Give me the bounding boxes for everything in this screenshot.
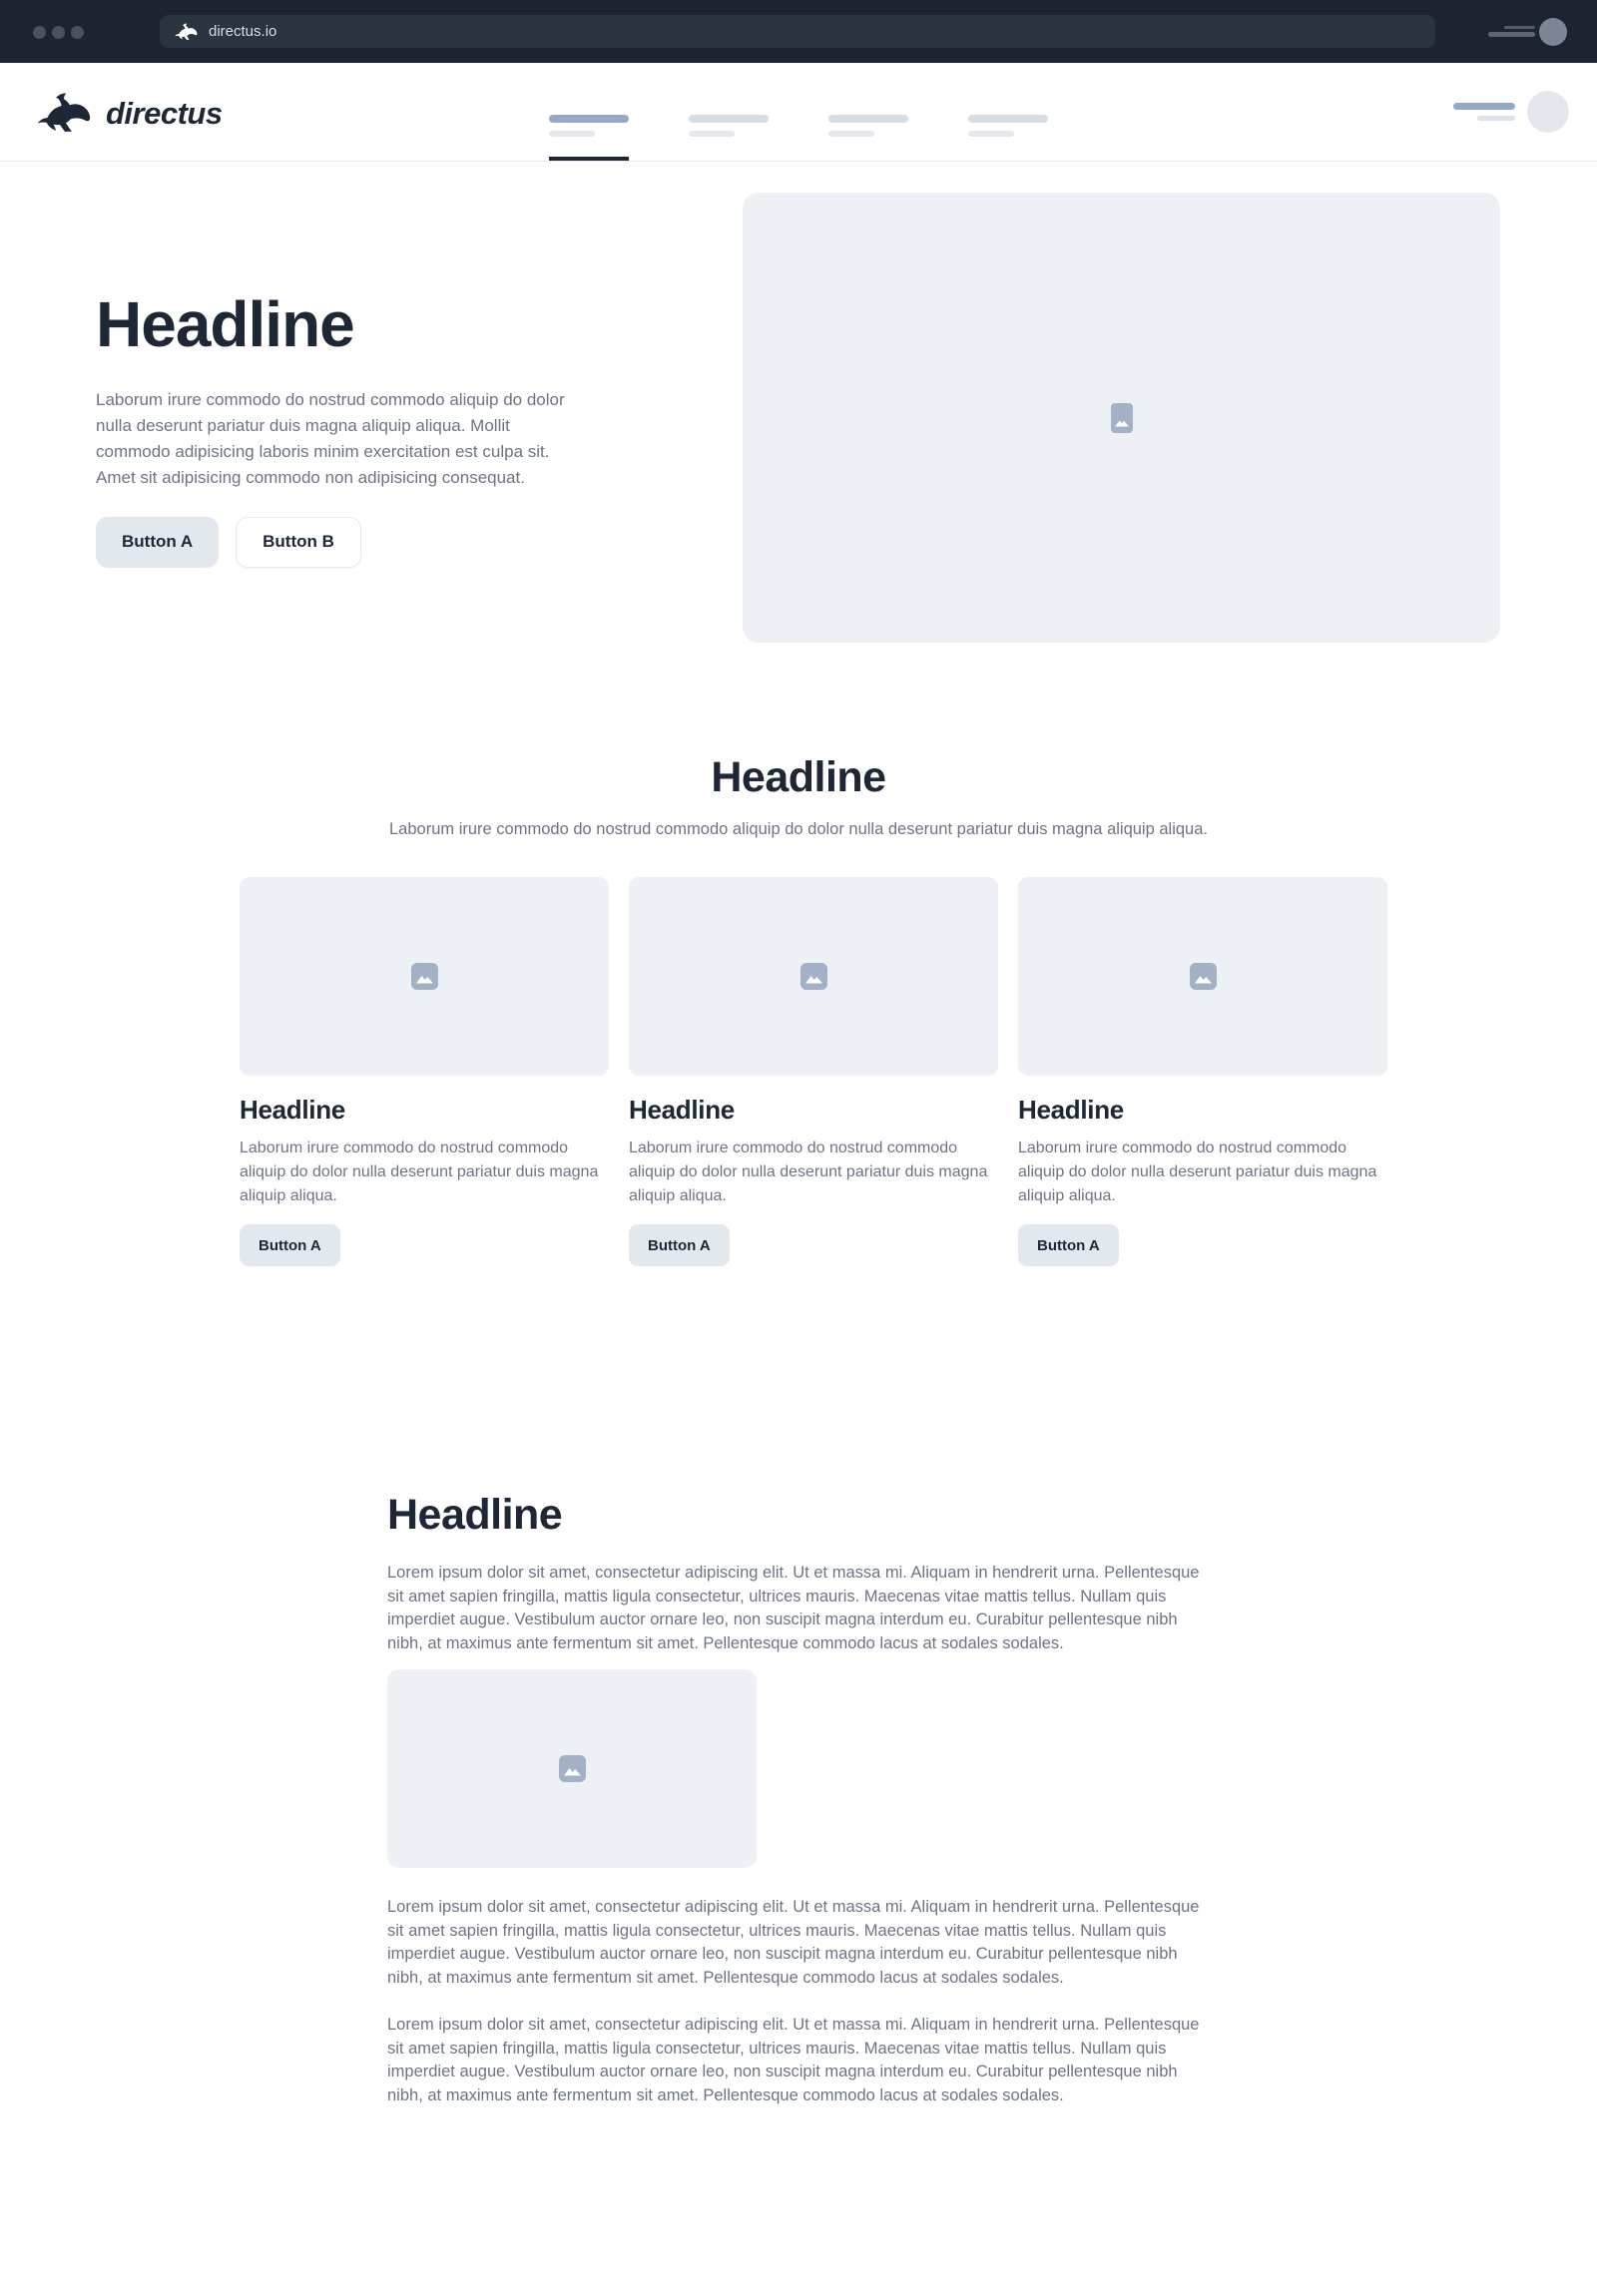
url-text: directus.io	[209, 23, 277, 40]
hero-body-text: Laborum irure commodo do nostrud commodo aliquip do dolor nulla deserunt pariatur duis magna aliquip aliqua. Mollit commodo adipisicing laboris minim exercitation est culpa sit. Amet sit adipisicing commodo non adipisicing consequat.	[96, 389, 565, 487]
nav-item-4[interactable]	[968, 115, 1048, 137]
nav-placeholder-subbar	[968, 131, 1014, 137]
card-body-text: Laborum irure commodo do nostrud commodo aliquip do dolor nulla deserunt pariatur duis magna aliquip aliqua.	[629, 1140, 988, 1204]
card-title: Headline	[629, 1095, 735, 1125]
brand-logo[interactable]	[30, 92, 223, 135]
browser-toolbar-right	[1488, 0, 1567, 63]
site-header	[0, 63, 1597, 162]
article-headline: Headline	[387, 1491, 563, 1539]
nav-item-2[interactable]	[689, 115, 769, 137]
nav-item-1[interactable]	[549, 115, 629, 137]
header-right	[1453, 63, 1569, 161]
card-button-a[interactable]: Button A	[240, 1224, 340, 1266]
image-placeholder-icon	[1111, 403, 1133, 433]
directus-logo-icon	[30, 92, 94, 135]
article-image-placeholder	[387, 1669, 757, 1868]
article-paragraph: Lorem ipsum dolor sit amet, consectetur adipiscing elit. Ut et massa mi. Aliquam in hendrerit urna. Pellentesque sit amet sapien fringilla, mattis ligula consectetur, ultrices mauris. Maecenas vitae mattis tellus. Nullam quis imperdiet augue. Vestibulum auctor ornare leo, non suscipit magna interdum eu. Curabitur pellentesque nibh nibh, at maximus ante fermentum sit amet. Pellentesque commodo lacus at sodales sodales.	[387, 1898, 1200, 1987]
image-placeholder-icon	[559, 1755, 586, 1782]
card-button-a[interactable]: Button A	[1018, 1224, 1119, 1266]
features-headline: Headline	[711, 753, 886, 801]
card-body-text: Laborum irure commodo do nostrud commodo aliquip do dolor nulla deserunt pariatur duis magna aliquip aliqua.	[240, 1140, 599, 1204]
nav-placeholder-bar	[828, 115, 908, 123]
active-tab-indicator	[549, 157, 629, 161]
button-a[interactable]: Button A	[96, 517, 219, 568]
feature-card-1	[240, 877, 609, 1266]
nav-item-3[interactable]	[828, 115, 908, 137]
hero-headline: Headline	[96, 288, 354, 360]
hero-buttons	[96, 517, 577, 568]
card-image-placeholder	[240, 877, 609, 1076]
window-control-dot[interactable]	[33, 26, 46, 39]
directus-favicon-icon	[172, 23, 199, 41]
card-row	[240, 877, 1387, 1266]
article-paragraph: Lorem ipsum dolor sit amet, consectetur adipiscing elit. Ut et massa mi. Aliquam in hendrerit urna. Pellentesque sit amet sapien fringilla, mattis ligula consectetur, ultrices mauris. Maecenas vitae mattis tellus. Nullam quis imperdiet augue. Vestibulum auctor ornare leo, non suscipit magna interdum eu. Curabitur pellentesque nibh nibh, at maximus ante fermentum sit amet. Pellentesque commodo lacus at sodales sodales.	[387, 2016, 1200, 2104]
user-avatar[interactable]	[1527, 91, 1569, 133]
features-subtitle: Laborum irure commodo do nostrud commodo aliquip do dolor nulla deserunt pariatur duis magna aliquip aliqua.	[389, 820, 1208, 838]
card-button-a[interactable]: Button A	[629, 1224, 730, 1266]
browser-menu-lines-icon	[1488, 26, 1535, 38]
hero-section	[0, 162, 1597, 643]
card-image-placeholder	[629, 877, 998, 1076]
article-section	[387, 1490, 1201, 2107]
window-control-dot[interactable]	[71, 26, 84, 39]
hero-copy	[96, 289, 577, 568]
hero-image-placeholder	[743, 193, 1500, 643]
nav-placeholder-subbar	[828, 131, 874, 137]
image-placeholder-icon	[1190, 963, 1217, 990]
image-placeholder-icon	[800, 963, 827, 990]
card-title: Headline	[1018, 1095, 1124, 1125]
article-paragraph: Lorem ipsum dolor sit amet, consectetur adipiscing elit. Ut et massa mi. Aliquam in hendrerit urna. Pellentesque sit amet sapien fringilla, mattis ligula consectetur, ultrices mauris. Maecenas vitae mattis tellus. Nullam quis imperdiet augue. Vestibulum auctor ornare leo, non suscipit magna interdum eu. Curabitur pellentesque nibh nibh, at maximus ante fermentum sit amet. Pellentesque commodo lacus at sodales sodales.	[387, 1564, 1200, 1652]
card-body-text: Laborum irure commodo do nostrud commodo aliquip do dolor nulla deserunt pariatur duis magna aliquip aliqua.	[1018, 1140, 1377, 1204]
url-bar[interactable]	[160, 15, 1435, 48]
feature-card-2	[629, 877, 998, 1266]
image-placeholder-icon	[411, 963, 438, 990]
main-nav	[549, 115, 1048, 137]
window-controls	[33, 26, 84, 39]
brand-wordmark: directus	[106, 95, 223, 131]
features-section	[0, 643, 1597, 1266]
feature-card-3	[1018, 877, 1387, 1266]
card-title: Headline	[240, 1095, 345, 1125]
window-control-dot[interactable]	[52, 26, 65, 39]
nav-placeholder-bar	[689, 115, 769, 123]
nav-placeholder-subbar	[549, 131, 595, 137]
browser-chrome	[0, 0, 1597, 63]
nav-placeholder-bar	[549, 115, 629, 123]
nav-placeholder-bar	[968, 115, 1048, 123]
browser-profile-avatar[interactable]	[1539, 18, 1567, 46]
header-link-placeholder[interactable]	[1453, 103, 1515, 121]
card-image-placeholder	[1018, 877, 1387, 1076]
nav-placeholder-subbar	[689, 131, 735, 137]
button-b[interactable]: Button B	[236, 517, 361, 568]
